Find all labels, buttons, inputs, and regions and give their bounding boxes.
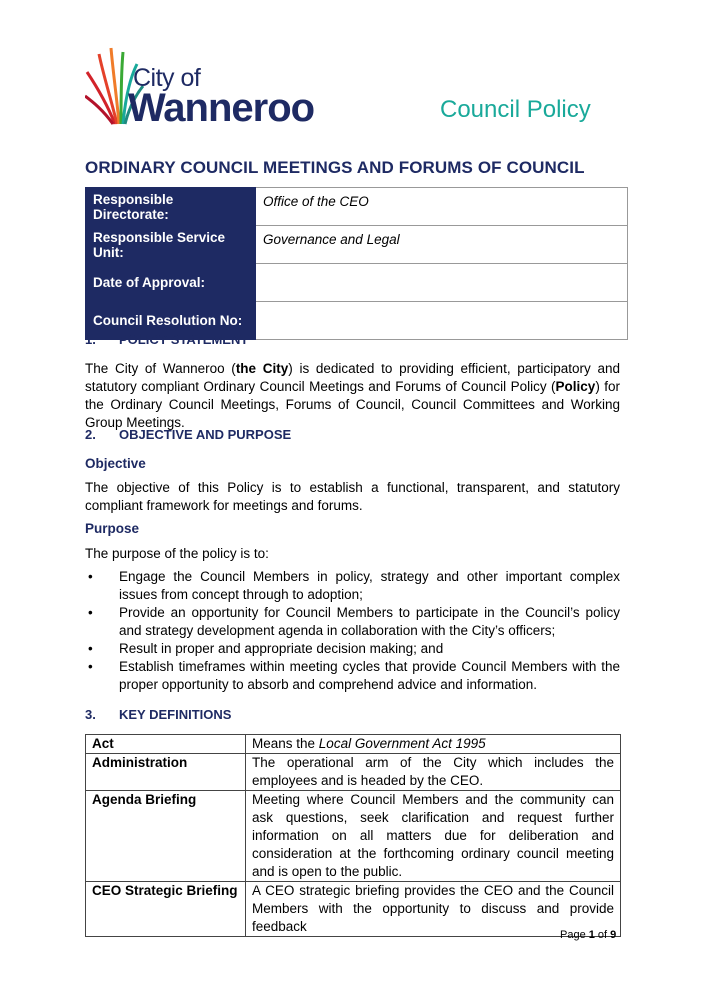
section-number: 3. bbox=[85, 707, 96, 722]
definition-text: Meeting where Council Members and the community can ask questions, seek clarification and request further information on all matters due for deliberation and consideration at the forthcoming ordinary council meeting and is open to the public. bbox=[246, 791, 621, 882]
purpose-bullet-list bbox=[85, 568, 620, 694]
section-heading-key-definitions bbox=[85, 707, 231, 722]
table-row bbox=[86, 754, 621, 791]
text-run: ) is dedicated to providing efficient, participatory and statutory compliant Ordinary Council Meetings and Forums of Council Policy ( bbox=[85, 361, 620, 394]
info-label: Responsible Directorate: bbox=[86, 188, 256, 226]
definition-text: The operational arm of the City which includes the employees and is headed by the CEO. bbox=[246, 754, 621, 791]
logo-line2: Wanneroo bbox=[128, 86, 315, 130]
table-row bbox=[86, 882, 621, 937]
subheading-objective: Objective bbox=[85, 456, 146, 471]
text-run: of bbox=[594, 929, 611, 941]
city-logo bbox=[85, 44, 315, 130]
list-item-text: Result in proper and appropriate decision making; and bbox=[119, 641, 444, 656]
definitions-table bbox=[85, 734, 621, 937]
table-row bbox=[86, 735, 621, 754]
list-item-text: Engage the Council Members in policy, strategy and other important complex issues from concept through to adoption; bbox=[119, 569, 620, 602]
info-value: Governance and Legal bbox=[256, 226, 628, 264]
bullet-icon: • bbox=[88, 605, 93, 620]
section-heading-policy-statement bbox=[85, 332, 248, 347]
bullet-icon: • bbox=[88, 569, 93, 584]
text-run: ) for the Ordinary Council Meetings, Forums of Council, Council Committees and Working Group Meetings. bbox=[85, 379, 620, 430]
definition-term: CEO Strategic Briefing bbox=[86, 882, 246, 937]
list-item bbox=[85, 568, 620, 604]
info-label: Date of Approval: bbox=[86, 264, 256, 302]
definition-text: A CEO strategic briefing provides the CEO and the Council Members with the opportunity to discuss and provide feedback bbox=[246, 882, 621, 937]
list-item bbox=[85, 640, 620, 658]
info-row bbox=[86, 188, 628, 226]
policy-type-label: Council Policy bbox=[440, 96, 591, 123]
list-item-text: Establish timeframes within meeting cycles that provide Council Members with the proper opportunity to absorb and comprehend advice and information. bbox=[119, 659, 620, 692]
info-value: Office of the CEO bbox=[256, 188, 628, 226]
objective-paragraph: The objective of this Policy is to establish a functional, transparent, and statutory compliant framework for meetings and forums. bbox=[85, 480, 620, 513]
page-total: 9 bbox=[610, 929, 617, 941]
section-title: OBJECTIVE AND PURPOSE bbox=[119, 427, 292, 442]
info-row bbox=[86, 264, 628, 302]
table-row bbox=[86, 791, 621, 882]
document-title: ORDINARY COUNCIL MEETINGS AND FORUMS OF COUNCIL bbox=[85, 158, 585, 177]
page-number-footer bbox=[560, 929, 616, 941]
bold-term: the City bbox=[235, 361, 289, 376]
info-value bbox=[256, 264, 628, 302]
list-item bbox=[85, 658, 620, 694]
bullet-icon: • bbox=[88, 659, 93, 674]
section-heading-objective-purpose bbox=[85, 427, 291, 442]
definition-term: Administration bbox=[86, 754, 246, 791]
list-item bbox=[85, 604, 620, 640]
info-row bbox=[86, 226, 628, 264]
policy-info-table bbox=[85, 187, 628, 340]
section-number: 2. bbox=[85, 427, 96, 442]
info-label: Council Resolution No: bbox=[86, 302, 256, 340]
logo-line1: City of bbox=[133, 64, 201, 92]
page-number: 1 bbox=[588, 929, 595, 941]
italic-term: Local Government Act 1995 bbox=[318, 736, 486, 751]
info-label: Responsible Service Unit: bbox=[86, 226, 256, 264]
subheading-purpose: Purpose bbox=[85, 521, 140, 536]
section-title: POLICY STATEMENT bbox=[119, 332, 249, 347]
text-run: The City of Wanneroo ( bbox=[85, 361, 236, 376]
list-item-text: Provide an opportunity for Council Members to participate in the Council’s policy and strategy development agenda in collaboration with the City’s officers; bbox=[119, 605, 620, 638]
text-run: Page bbox=[560, 929, 589, 941]
definition-term: Act bbox=[86, 735, 246, 754]
purpose-intro: The purpose of the policy is to: bbox=[85, 546, 269, 561]
bold-term: Policy bbox=[555, 379, 596, 394]
definition-term: Agenda Briefing bbox=[86, 791, 246, 882]
bullet-icon: • bbox=[88, 641, 93, 656]
section-title: KEY DEFINITIONS bbox=[119, 707, 232, 722]
definition-text bbox=[246, 735, 621, 754]
info-value bbox=[256, 302, 628, 340]
policy-statement-paragraph bbox=[85, 360, 620, 432]
section-number: 1. bbox=[85, 332, 96, 347]
text-run: Means the bbox=[252, 736, 319, 751]
